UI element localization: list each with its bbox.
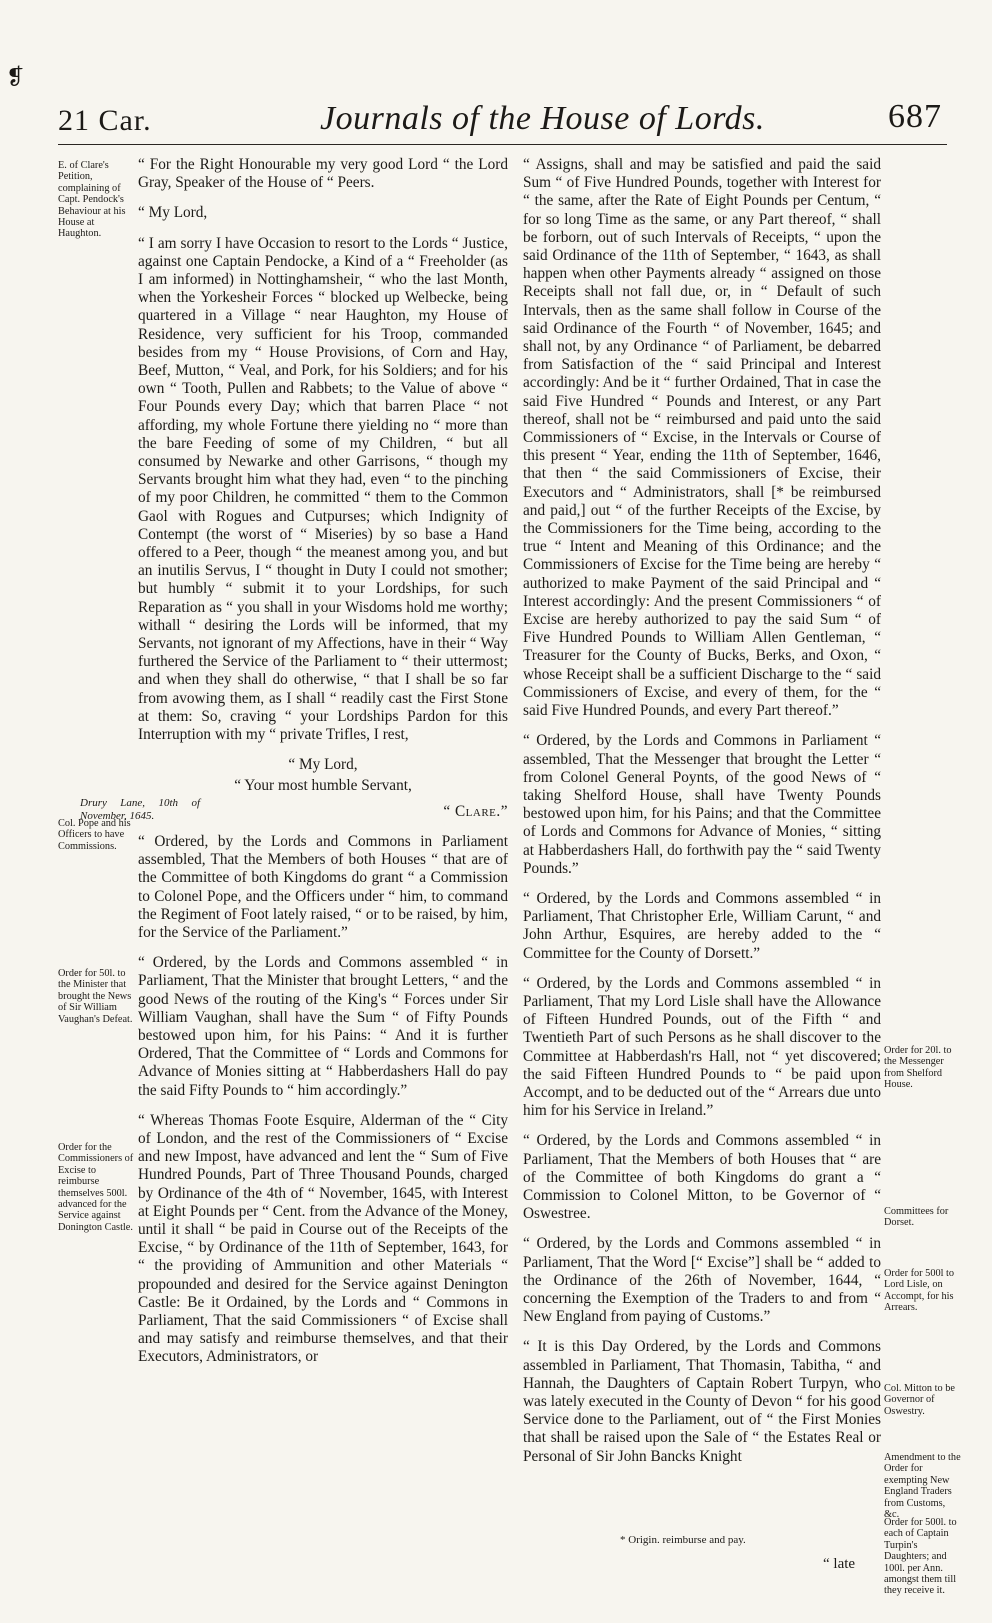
letter-salutation: “ My Lord,	[138, 204, 208, 222]
header-rule	[58, 144, 947, 145]
order-dorset: “ Ordered, by the Lords and Commons assembled “ in Parliament, That Christopher Erle, William Carunt, “ and John Arthur, Esquires, are hereby added to the “ Committee for the County of Dorsett.”	[523, 889, 881, 962]
letter-address: “ For the Right Honourable my very good Lord “ the Lord Gray, Speaker of the House of “ Peers.	[138, 156, 508, 192]
right-column	[523, 156, 881, 1478]
order-new-england: “ Ordered, by the Lords and Commons assembled “ in Parliament, That the Word [“ Excise”] shall be “ added to the Ordinance of the 26th of November, 1644, “ concerning the Exemption of the Traders to and from “ New England from paying of Customs.”	[523, 1235, 881, 1326]
margin-note-mitton: Col. Mitton to be Governor of Oswestry.	[884, 1383, 955, 1417]
order-excise: “ Whereas Thomas Foote Esquire, Alderman of the “ City of London, and the rest of the Commissioners of “ Excise and new Impost, have advanced and lent the “ Sum of Five Hundred Pounds, Part of Three Thousand Pounds, charged by Ordinance of the 4th of “ November, 1645, with Interest at Eight Pounds per “ Cent. from the Advance of the Money, until it shall “ be paid in Course out of the Receipts of the Excise, “ by Ordinance of the 11th of September, 1643, for “ the providing of Ammunition and other Materials “ propounded and desired for the Service against Denington Castle: Be it Ordained, by the Lords and “ Commons in Parliament, That the said Commissioners “ of Excise shall and may satisfy and reimburse themselves, and that their Executors, Administrators, or	[138, 1111, 508, 1366]
order-turpin: “ It is this Day Ordered, by the Lords and Commons assembled in Parliament, That Thomasin, Tabitha, “ and Hannah, the Daughters of Captain Robert Turpyn, who was lately executed in the County of Devon “ for his good Service done to the Parliament, out of “ the First Monies that shall be raised upon the Sale of “ the Estates Real or Personal of Sir John Bancks Knight	[523, 1338, 881, 1465]
letter-closing-servant: “ Your most humble Servant,	[234, 776, 412, 794]
margin-note-excise-reimburse: Order for the Commissioners of Excise to reimburse themselves 500l. advanced for the Service against Donington Castle.	[58, 1142, 134, 1233]
margin-note-col-pope: Col. Pope and his Officers to have Commissions.	[58, 818, 131, 852]
order-shelford: “ Ordered, by the Lords and Commons in Parliament “ assembled, That the Messenger that brought the Letter “ from Colonel General Poynts, of the good News of “ taking Shelford House, shall have Twenty Pounds bestowed upon him, for his Pains; and that the Committee of Lords and Commons for Advance of Monies, “ sitting at Habberdashers Hall, do forthwith pay the “ said Twenty Pounds.”	[523, 732, 881, 877]
letter-dateline: Drury Lane, 10th of November, 1645.	[80, 796, 200, 822]
margin-note-lisle: Order for 500l to Lord Lisle, on Accompt, for his Arrears.	[884, 1268, 955, 1314]
margin-note-new-england: Amendment to the Order for exempting New England Traders from Customs, &c.	[884, 1452, 961, 1521]
margin-mark: ❡	[6, 64, 25, 89]
excise-continuation: “ Assigns, shall and may be satisfied and paid the said Sum “ of Five Hundred Pounds, together with Interest for “ the same, after the Rate of Eight Pounds per Centum, “ for so long Time as the same, or any Part thereof, “ shall be forborn, out of such Intervals of Receipts, “ upon the said Ordinance of the 11th of September, “ 1643, as shall happen when other Payments already “ assigned on those Receipts shall not fall due, or, in “ Default of such Intervals, then as the same shall follow in Course of the said Ordinance of the Fourth “ of November, 1645; and shall not, by any Ordinance “ of Parliament, be debarred from Satisfaction of the “ said Principal and Interest accordingly: And be it “ further Ordained, That in case the said Five Hundred “ Pounds and Interest, or any Part thereof, shall not be “ reimbursed and paid unto the said Commissioners of “ Excise, in the Intervals or Course of this present “ Year, ending the 11th of September, 1646, that then “ the said Commissioners of Excise, their Executors and “ Administrators, shall [* be reimbursed and paid,] out “ of the further Receipts of the Excise, by the Commissioners for the Time being, according to the true “ Intent and Meaning of this Ordinance; and the Commissioners of Excise for the Time being are hereby “ authorized to make Payment of the said Principal and “ Interest accordingly: And the present Commissioners “ of Excise are hereby authorized to pay the said Sum “ of Five Hundred Pounds to William Allen Gentleman, “ Treasurer for the County of Bucks, Berks, and Oxon, “ whose Receipt shall be a sufficient Discharge to the “ said Commissioners of Excise, and every of them, for the “ said Five Hundred Pounds, and every Part thereof.”	[523, 156, 881, 720]
regnal-year: 21 Car.	[58, 104, 152, 137]
running-title: Journals of the House of Lords.	[320, 100, 765, 137]
order-col-pope: “ Ordered, by the Lords and Commons in Parliament assembled, That the Members of both Houses “ that are of the Committee of both Kingdoms do grant “ a Commission to Colonel Pope, and the Officers under “ him, to command the Regiment of Foot lately raised, “ or to be raised, by him, for the Service of the Parliament.”	[138, 832, 508, 941]
letter-signature: “ Clare.”	[443, 802, 508, 820]
margin-note-dorset: Committees for Dorset.	[884, 1206, 949, 1229]
catchword: “ late	[823, 1556, 856, 1572]
order-lisle: “ Ordered, by the Lords and Commons assembled “ in Parliament, That my Lord Lisle shall have the Allowance of Fifteen Hundred Pounds, out of the Fifth “ and Twentieth Part of such Persons as he shall discover to the Committee at Habberdash'rs Hall, not “ yet discovered; the said Fifteen Hundred Pounds to “ be paid upon Accompt, and to be deducted out of the “ Arrears due unto him for his Service in Ireland.”	[523, 974, 881, 1120]
footnote: * Origin. reimburse and pay.	[620, 1534, 746, 1546]
letter-body: “ I am sorry I have Occasion to resort to the Lords “ Justice, against one Captain Pendocke, a Kind of a “ Freeholder (as I am informed) in Nottinghamsheir, “ who the last Month, when the Yorkesheir Forces “ blocked up Welbecke, being quartered in a Village “ near Haughton, my House of Residence, very sufficient for his Troop, commanded besides from my “ House Provisions, of Corn and Hay, Beef, Mutton, “ Veal, and Pork, for his Soldiers; and for his own “ Tooth, Pullen and Rabbets; to the Value of above “ Four Pounds every Day; which that barren Place “ not affording, my whole Fortune there yielding no “ more than the bare Feeding of some of my Children, “ but all consumed by Newarke and other Garrisons, “ though my Servants brought him what they had, even “ to the pinching of my poor Children, he committed “ them to the Common Gaol with Rogues and Cutpurses; which Indignity of Contempt (the worst of “ Miseries) by so base a Hand offered to a Peer, though “ the meanest among you, and but an inutilis Servus, I “ thought in Duty I could not smother; but humbly “ submit it to your Lordships, for such Reparation as “ you shall in your Wisdoms hold me worthy; withall “ desiring the Lords will be informed, that my Servants, not ignorant of my Affections, have in their “ Way furthered the Service of the Parliament to “ their uttermost; and when they shall do otherwise, “ that I shall be so far from avowing them, as I shall “ readily cast the First Stone at them: So, craving “ your Lordships Pardon for this Interruption with my “ private Trifles, I rest,	[138, 234, 508, 744]
page-number: 687	[888, 98, 942, 135]
margin-note-vaughan-defeat: Order for 50l. to the Minister that brought the News of Sir William Vaughan's Defeat.	[58, 968, 133, 1025]
letter-closing: “ My Lord,	[288, 756, 358, 774]
margin-note-shelford: Order for 20l. to the Messenger from Shelford House.	[884, 1045, 952, 1091]
page-header	[0, 84, 992, 154]
order-vaughan: “ Ordered, by the Lords and Commons assembled “ in Parliament, That the Minister that brought Letters, “ and the good News of the routing of the King's “ Forces under Sir William Vaughan, shall have the Sum “ of Fifty Pounds bestowed upon him, for his Pains: “ And it is further Ordered, That the Committee of “ Lords and Commons for Advance of Monies sitting at “ Habberdashers Hall do pay the said Fifty Pounds to “ him accordingly.”	[138, 954, 508, 1099]
margin-note-clare-petition: E. of Clare's Petition, complaining of Capt. Pendock's Behaviour at his House at Haughton.	[58, 160, 126, 240]
margin-note-turpin: Order for 500l. to each of Captain Turpin's Daughters; and 100l. per Ann. amongst them till they receive it.	[884, 1517, 957, 1597]
order-mitton: “ Ordered, by the Lords and Commons assembled “ in Parliament, That the Members of both Houses that “ are of the Committee of both Kingdoms do grant a “ Commission to Colonel Mitton, to be Governor of “ Oswestree.	[523, 1132, 881, 1223]
